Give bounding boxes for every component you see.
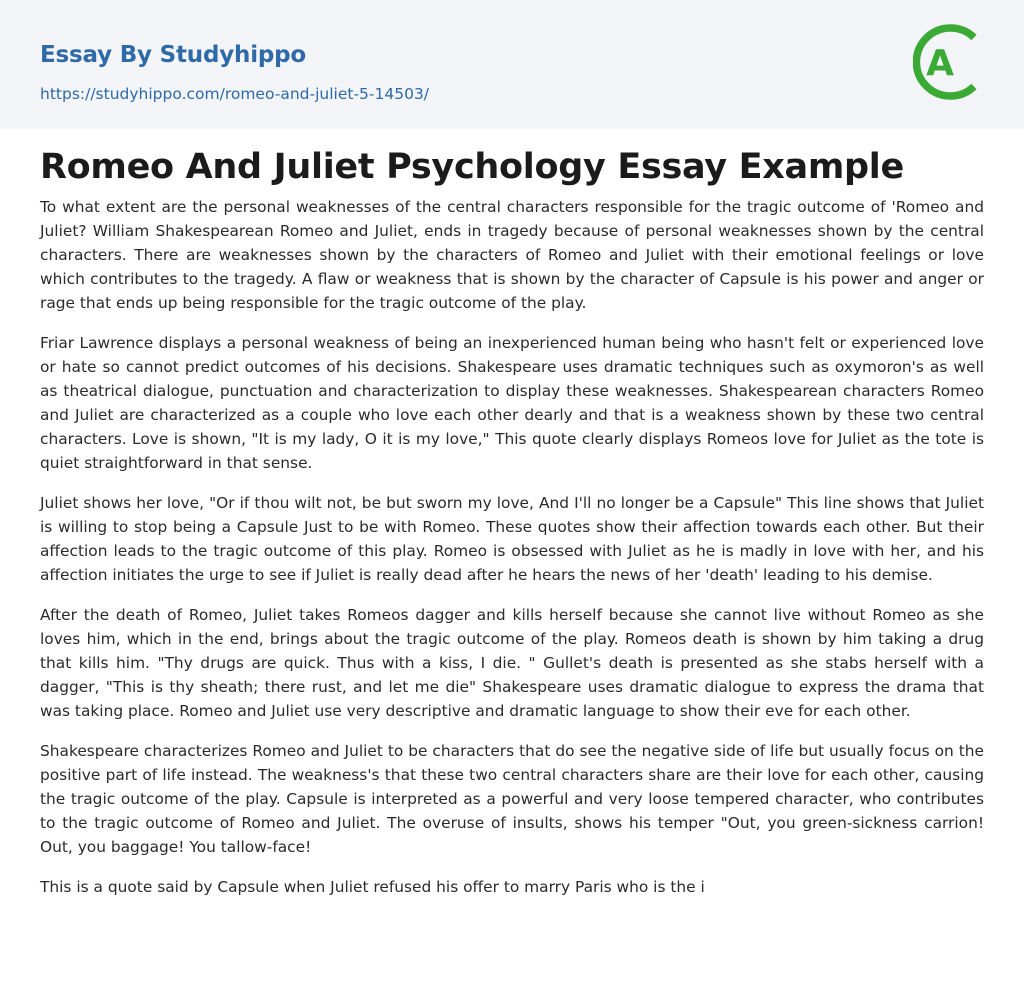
- article-paragraph: Juliet shows her love, "Or if thou wilt not, be but sworn my love, And I'll no longer be a Capsule" This line shows that Juliet is willing to stop being a Capsule Just to be with Romeo. These quotes show their affection towards each other. But their affection leads to the tragic outcome of this play. Romeo is obsessed with Juliet as he is madly in love with her, and his affection initiates the urge to see if Juliet is really dead after he hears the news of her 'death' leading to his demise.: [40, 494, 984, 584]
- studyhippo-logo-icon[interactable]: [913, 19, 985, 105]
- article: [40, 145, 984, 915]
- article-paragraph: To what extent are the personal weaknesses of the central characters responsible for the tragic outcome of 'Romeo and Juliet? William Shakespearean Romeo and Juliet, ends in tragedy because of personal weaknesses shown by the central characters. There are weaknesses shown by the characters of Romeo and Juliet with their emotional feelings or love which contributes to the tragedy. A flaw or weakness that is shown by the character of Capsule is his power and anger or rage that ends up being responsible for the tragic outcome of the play.: [40, 198, 984, 312]
- source-url-link[interactable]: https://studyhippo.com/romeo-and-juliet-5-14503/: [40, 85, 430, 103]
- logo-letter: A: [926, 43, 954, 84]
- article-paragraph: Shakespeare characterizes Romeo and Juliet to be characters that do see the negative side of life but usually focus on the positive part of life instead. The weakness's that these two central characters share are their love for each other, causing the tragic outcome of the play. Capsule is interpreted as a powerful and very loose tempered character, who contributes to the tragic outcome of Romeo and Juliet. The overuse of insults, shows his temper "Out, you green-sickness carrion! Out, you baggage! You tallow-face!: [40, 742, 984, 856]
- site-header: [0, 0, 1024, 129]
- article-paragraph: This is a quote said by Capsule when Juliet refused his offer to marry Paris who is the i: [40, 878, 705, 896]
- brand-name[interactable]: Essay By Studyhippo: [40, 42, 307, 68]
- article-paragraph: After the death of Romeo, Juliet takes Romeos dagger and kills herself because she cannot live without Romeo as she loves him, which in the end, brings about the tragic outcome of the play. Romeos death is shown by him taking a drug that kills him. "Thy drugs are quick. Thus with a kiss, I die. " Gullet's death is presented as she stabs herself with a dagger, "This is thy sheath; there rust, and let me die" Shakespeare uses dramatic dialogue to express the drama that was taking place. Romeo and Juliet use very descriptive and dramatic language to show their eve for each other.: [40, 606, 984, 720]
- article-paragraph: Friar Lawrence displays a personal weakness of being an inexperienced human being who hasn't felt or experienced love or hate so cannot predict outcomes of his decisions. Shakespeare uses dramatic techniques such as oxymoron's as well as theatrical dialogue, punctuation and characterization to display these weaknesses. Shakespearean characters Romeo and Juliet are characterized as a couple who love each other dearly and that is a weakness shown by these two central characters. Love is shown, "It is my lady, O it is my love," This quote clearly displays Romeos love for Juliet as the tote is quiet straightforward in that sense.: [40, 334, 984, 472]
- article-title: Romeo And Juliet Psychology Essay Example: [40, 147, 904, 187]
